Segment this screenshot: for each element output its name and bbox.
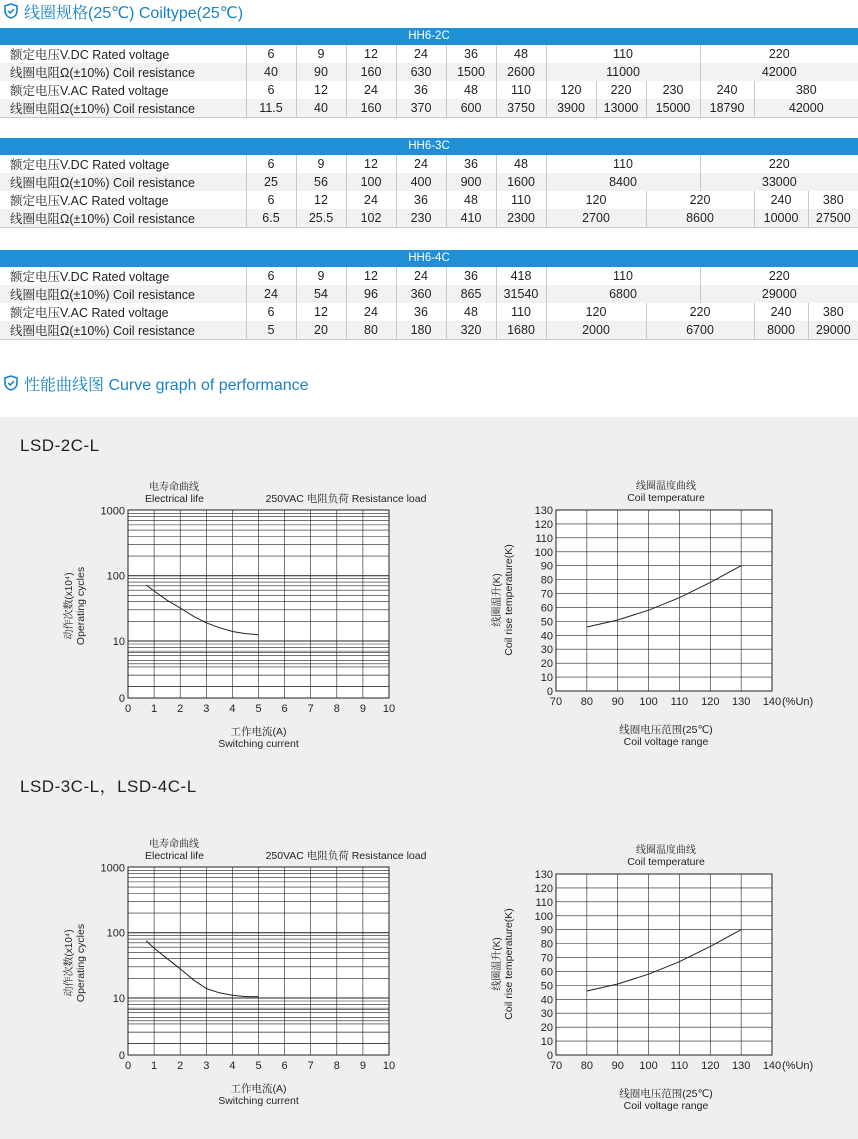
table-cell: 380: [808, 303, 858, 321]
y-tick-label: 10: [540, 1036, 553, 1049]
table-cell: 48: [496, 45, 546, 63]
table-cell: 2600: [496, 63, 546, 81]
table-row: [0, 45, 858, 63]
spec-table-hh6-4c: [0, 250, 858, 340]
table-cell: 36: [446, 155, 496, 173]
y-tick-label: 0: [118, 693, 125, 705]
table-cell: 24: [396, 155, 446, 173]
table-cell: 410: [446, 209, 496, 227]
table-cell: 8000: [754, 321, 808, 339]
y-tick-label: 1000: [100, 862, 125, 875]
table-cell: 900: [446, 173, 496, 191]
spec-table-hh6-3c: [0, 138, 858, 228]
table-cell: 13000: [596, 99, 646, 117]
table-cell: 3900: [546, 99, 596, 117]
table-cell: 80: [346, 321, 396, 339]
row-label: 额定电压V.AC Rated voltage: [0, 191, 246, 209]
spec-section-title: [4, 0, 243, 22]
table-cell: 240: [700, 81, 754, 99]
spec-table-body: [0, 155, 858, 227]
table-cell: 110: [546, 45, 700, 63]
x-tick-label: 90: [611, 1060, 624, 1072]
table-cell: 48: [446, 191, 496, 209]
table-cell: 5: [246, 321, 296, 339]
table-cell: 10000: [754, 209, 808, 227]
y-tick-label: 10: [540, 672, 553, 685]
table-row: [0, 99, 858, 117]
x-tick-label: 4: [229, 1060, 236, 1072]
x-axis-label-en: Coil voltage range: [623, 1100, 709, 1112]
x-tick-label: 1: [151, 1060, 158, 1072]
table-cell: 6: [246, 45, 296, 63]
table-cell: 40: [296, 99, 346, 117]
spec-table-header: HH6-2C: [0, 28, 858, 45]
table-cell: 120: [546, 191, 646, 209]
model-label: LSD-3C-L，LSD-4C-L: [20, 777, 197, 796]
spec-table-hh6-2c: [0, 28, 858, 118]
curve-section-title: [4, 372, 309, 394]
x-tick-label: 0: [124, 703, 132, 715]
y-axis-label: 动作次数(x10⁴): [64, 929, 75, 997]
table-cell: 12: [346, 45, 396, 63]
table-cell: 27500: [808, 209, 858, 227]
table-cell: 48: [446, 303, 496, 321]
table-cell: 25: [246, 173, 296, 191]
plot-area: [556, 874, 772, 1055]
table-cell: 6700: [646, 321, 754, 339]
x-tick-label: 80: [580, 1060, 593, 1072]
table-cell: 418: [496, 267, 546, 285]
table-divider: [0, 227, 858, 228]
table-cell: 9: [296, 45, 346, 63]
plot-area: [556, 510, 772, 691]
table-cell: 9: [296, 155, 346, 173]
spec-table-header: HH6-4C: [0, 250, 858, 267]
table-row: [0, 155, 858, 173]
table-row: [0, 191, 858, 209]
table-divider: [0, 339, 858, 340]
x-axis-label-en: Switching current: [218, 738, 299, 750]
table-cell: 110: [496, 303, 546, 321]
table-cell: 25.5: [296, 209, 346, 227]
table-cell: 48: [496, 155, 546, 173]
table-row: [0, 209, 858, 227]
row-label: 线圈电阻Ω(±10%) Coil resistance: [0, 63, 246, 81]
table-cell: 2700: [546, 209, 646, 227]
y-tick-label: 0: [546, 686, 553, 698]
table-cell: 220: [646, 303, 754, 321]
table-cell: 220: [596, 81, 646, 99]
y-tick-label: 0: [118, 1050, 125, 1062]
row-label: 额定电压V.AC Rated voltage: [0, 303, 246, 321]
model-label: LSD-2C-L: [20, 436, 100, 455]
y-tick-label: 130: [534, 505, 553, 517]
spec-section-title-text: 线圈规格(25℃) Coiltype(25℃): [24, 4, 244, 22]
curve-section-title-text: 性能曲线图 Curve graph of performance: [24, 376, 309, 394]
x-tick-label: 10: [382, 703, 396, 715]
table-cell: 6: [246, 155, 296, 173]
table-cell: 11.5: [246, 99, 296, 117]
table-cell: 29000: [808, 321, 858, 339]
row-label: 额定电压V.DC Rated voltage: [0, 45, 246, 63]
table-cell: 31540: [496, 285, 546, 303]
table-cell: 100: [346, 173, 396, 191]
table-row: [0, 173, 858, 191]
table-cell: 160: [346, 99, 396, 117]
curve-panel: [0, 417, 858, 1139]
table-cell: 12: [296, 81, 346, 99]
table-row: [0, 285, 858, 303]
x-axis-label-en: Coil voltage range: [623, 736, 709, 748]
table-cell: 12: [296, 191, 346, 209]
table-row: [0, 267, 858, 285]
table-cell: 24: [346, 303, 396, 321]
table-row: [0, 63, 858, 81]
table-cell: 220: [646, 191, 754, 209]
table-cell: 24: [346, 81, 396, 99]
table-cell: 3750: [496, 99, 546, 117]
x-tick-label: 7: [307, 1060, 314, 1072]
row-label: 线圈电阻Ω(±10%) Coil resistance: [0, 99, 246, 117]
x-axis-label: 工作电流(A): [230, 726, 287, 738]
y-tick-label: 30: [540, 644, 553, 657]
y-tick-label: 80: [540, 574, 553, 587]
table-cell: 54: [296, 285, 346, 303]
coil-temperature-chart: [490, 843, 813, 1112]
electrical-life-chart: [62, 480, 427, 750]
y-axis-label: 线圈温升(K): [492, 937, 503, 991]
table-cell: 36: [446, 45, 496, 63]
table-cell: 6.5: [246, 209, 296, 227]
x-tick-label: 9: [359, 703, 366, 715]
chart-subtitle: Electrical life: [145, 850, 204, 862]
x-tick-label: 10: [382, 1060, 396, 1072]
x-tick-label: 1: [151, 703, 158, 715]
table-cell: 29000: [700, 285, 858, 303]
table-cell: 6: [246, 303, 296, 321]
y-tick-label: 1000: [100, 505, 125, 518]
chart-subtitle: Electrical life: [145, 493, 204, 505]
electrical-life-chart: [62, 837, 427, 1107]
table-cell: 380: [808, 191, 858, 209]
table-cell: 24: [346, 191, 396, 209]
x-tick-label: 130: [731, 1060, 751, 1072]
y-tick-label: 130: [534, 869, 553, 881]
x-tick-label: 100: [639, 696, 658, 708]
table-divider: [0, 117, 858, 118]
table-cell: 8400: [546, 173, 700, 191]
x-tick-label: 9: [359, 1060, 366, 1072]
y-tick-label: 70: [540, 952, 553, 965]
table-cell: 36: [396, 81, 446, 99]
x-axis-label: 线圈电压范围(25℃): [619, 724, 713, 736]
table-cell: 180: [396, 321, 446, 339]
table-row: [0, 321, 858, 339]
row-label: 线圈电阻Ω(±10%) Coil resistance: [0, 209, 246, 227]
table-cell: 36: [396, 303, 446, 321]
chart-annotation: 250VAC 电阻负荷 Resistance load: [265, 493, 427, 505]
table-cell: 48: [446, 81, 496, 99]
y-tick-label: 90: [540, 924, 553, 937]
table-cell: 220: [700, 267, 858, 285]
table-cell: 56: [296, 173, 346, 191]
table-cell: 110: [496, 191, 546, 209]
chart-annotation: 250VAC 电阻负荷 Resistance load: [265, 850, 427, 862]
spec-table-body: [0, 267, 858, 339]
table-cell: 40: [246, 63, 296, 81]
x-tick-label: 100: [639, 1060, 658, 1072]
table-cell: 400: [396, 173, 446, 191]
x-tick-label: 110: [670, 696, 689, 708]
x-tick-label: 8: [333, 1060, 340, 1072]
x-tick-label: 80: [580, 696, 593, 708]
x-tick-label: 2: [177, 1060, 184, 1072]
y-tick-label: 120: [534, 518, 553, 531]
y-tick-label: 100: [106, 570, 125, 583]
y-tick-label: 90: [540, 560, 553, 573]
y-tick-label: 110: [535, 896, 553, 909]
x-tick-label: 120: [701, 1060, 720, 1072]
x-tick-label: 0: [124, 1060, 132, 1072]
table-cell: 36: [446, 267, 496, 285]
x-axis-unit: (%Un): [782, 1060, 814, 1072]
y-axis-label: 动作次数(x10⁴): [64, 572, 75, 640]
x-tick-label: 130: [731, 696, 751, 708]
y-tick-label: 50: [540, 616, 553, 629]
chart-title: 电寿命曲线: [149, 482, 199, 493]
y-tick-label: 30: [540, 1008, 553, 1021]
y-axis-label-en: Operating cycles: [75, 923, 87, 1003]
x-tick-label: 110: [670, 1060, 689, 1072]
table-cell: 110: [546, 267, 700, 285]
y-tick-label: 100: [106, 927, 125, 940]
table-cell: 120: [546, 303, 646, 321]
table-cell: 42000: [700, 63, 858, 81]
shield-check-icon: [4, 3, 18, 19]
row-label: 额定电压V.DC Rated voltage: [0, 267, 246, 285]
y-axis-label-en: Coil rise temperature(K): [503, 908, 515, 1020]
x-axis-label-en: Switching current: [218, 1095, 299, 1107]
table-cell: 24: [396, 267, 446, 285]
x-tick-label: 70: [549, 1060, 563, 1072]
table-cell: 630: [396, 63, 446, 81]
table-cell: 160: [346, 63, 396, 81]
table-cell: 6: [246, 191, 296, 209]
table-cell: 2000: [546, 321, 646, 339]
table-cell: 18790: [700, 99, 754, 117]
y-tick-label: 0: [546, 1050, 553, 1062]
table-cell: 1680: [496, 321, 546, 339]
y-axis-label: 线圈温升(K): [492, 573, 503, 627]
x-tick-label: 140: [762, 696, 782, 708]
table-cell: 90: [296, 63, 346, 81]
spec-table-header: HH6-3C: [0, 138, 858, 155]
row-label: 额定电压V.DC Rated voltage: [0, 155, 246, 173]
y-tick-label: 10: [112, 636, 125, 648]
table-cell: 230: [646, 81, 700, 99]
x-tick-label: 120: [701, 696, 720, 708]
row-label: 额定电压V.AC Rated voltage: [0, 81, 246, 99]
x-tick-label: 8: [333, 703, 340, 715]
y-tick-label: 60: [540, 966, 553, 979]
y-tick-label: 40: [540, 630, 553, 643]
x-tick-label: 90: [611, 696, 624, 708]
y-tick-label: 120: [534, 882, 553, 895]
y-tick-label: 10: [112, 993, 125, 1005]
table-cell: 12: [346, 267, 396, 285]
table-row: [0, 303, 858, 321]
x-tick-label: 140: [762, 1060, 782, 1072]
table-cell: 360: [396, 285, 446, 303]
x-tick-label: 70: [549, 696, 563, 708]
x-tick-label: 4: [229, 703, 236, 715]
table-cell: 120: [546, 81, 596, 99]
y-tick-label: 80: [540, 938, 553, 951]
shield-check-icon: [4, 375, 18, 391]
y-tick-label: 50: [540, 980, 553, 993]
table-cell: 220: [700, 155, 858, 173]
table-cell: 320: [446, 321, 496, 339]
table-cell: 380: [754, 81, 858, 99]
chart-title: 线圈温度曲线: [636, 481, 696, 492]
chart-subtitle: Coil temperature: [627, 856, 705, 868]
table-cell: 1600: [496, 173, 546, 191]
table-cell: 102: [346, 209, 396, 227]
table-cell: 11000: [546, 63, 700, 81]
x-axis-label: 线圈电压范围(25℃): [619, 1088, 713, 1100]
row-label: 线圈电阻Ω(±10%) Coil resistance: [0, 285, 246, 303]
table-cell: 8600: [646, 209, 754, 227]
table-cell: 9: [296, 267, 346, 285]
y-tick-label: 40: [540, 994, 553, 1007]
chart-title: 线圈温度曲线: [636, 845, 696, 856]
table-cell: 2300: [496, 209, 546, 227]
table-cell: 865: [446, 285, 496, 303]
x-tick-label: 5: [255, 1060, 262, 1072]
table-cell: 220: [700, 45, 858, 63]
x-tick-label: 2: [177, 703, 184, 715]
table-cell: 24: [246, 285, 296, 303]
x-tick-label: 6: [281, 1060, 288, 1072]
table-cell: 370: [396, 99, 446, 117]
chart-title: 电寿命曲线: [149, 839, 199, 850]
x-axis-unit: (%Un): [782, 696, 814, 708]
table-cell: 240: [754, 191, 808, 209]
y-axis-label-en: Operating cycles: [75, 566, 87, 646]
spec-table-body: [0, 45, 858, 117]
table-cell: 6: [246, 267, 296, 285]
x-tick-label: 5: [255, 703, 262, 715]
table-cell: 240: [754, 303, 808, 321]
x-tick-label: 3: [203, 1060, 210, 1072]
x-tick-label: 3: [203, 703, 210, 715]
table-cell: 110: [546, 155, 700, 173]
table-cell: 96: [346, 285, 396, 303]
y-tick-label: 20: [540, 1022, 553, 1035]
table-cell: 24: [396, 45, 446, 63]
x-tick-label: 7: [307, 703, 314, 715]
table-cell: 110: [496, 81, 546, 99]
y-tick-label: 20: [540, 658, 553, 671]
table-cell: 1500: [446, 63, 496, 81]
table-cell: 15000: [646, 99, 700, 117]
table-cell: 42000: [754, 99, 858, 117]
coil-temperature-chart: [490, 479, 813, 748]
y-tick-label: 100: [534, 546, 553, 559]
table-cell: 20: [296, 321, 346, 339]
y-tick-label: 100: [534, 910, 553, 923]
table-row: [0, 81, 858, 99]
x-tick-label: 6: [281, 703, 288, 715]
table-cell: 12: [296, 303, 346, 321]
chart-subtitle: Coil temperature: [627, 492, 705, 504]
table-cell: 6: [246, 81, 296, 99]
y-tick-label: 70: [540, 588, 553, 601]
row-label: 线圈电阻Ω(±10%) Coil resistance: [0, 173, 246, 191]
y-axis-label-en: Coil rise temperature(K): [503, 544, 515, 656]
table-cell: 230: [396, 209, 446, 227]
table-cell: 6800: [546, 285, 700, 303]
table-cell: 600: [446, 99, 496, 117]
table-cell: 33000: [700, 173, 858, 191]
x-axis-label: 工作电流(A): [230, 1083, 287, 1095]
table-cell: 36: [396, 191, 446, 209]
table-cell: 12: [346, 155, 396, 173]
y-tick-label: 60: [540, 602, 553, 615]
row-label: 线圈电阻Ω(±10%) Coil resistance: [0, 321, 246, 339]
y-tick-label: 110: [535, 532, 553, 545]
